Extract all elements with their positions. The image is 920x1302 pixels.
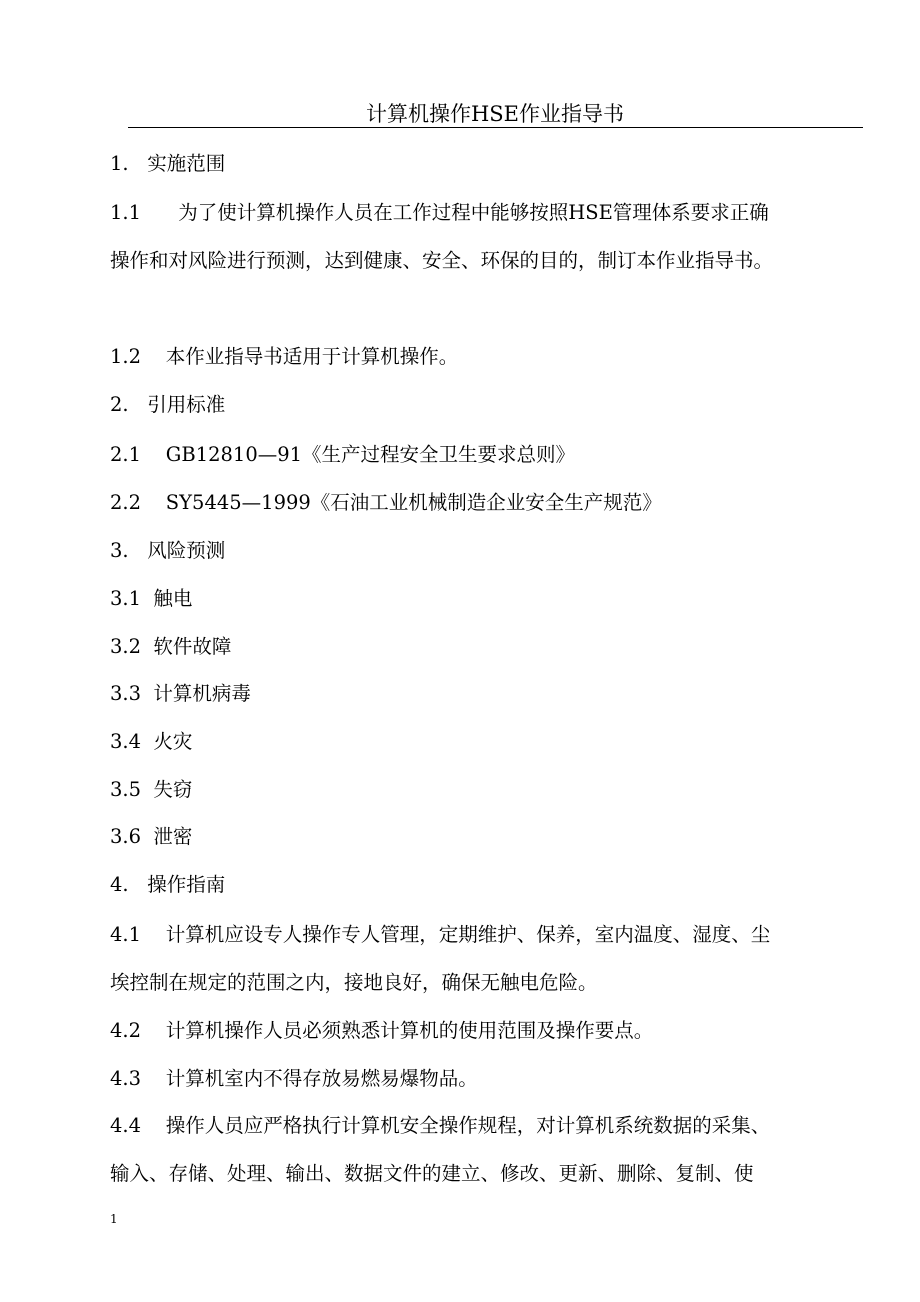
- page-number: 1: [110, 1212, 118, 1226]
- text-line: 埃控制在规定的范围之内，接地良好，确保无触电危险。: [110, 971, 598, 994]
- document-title: 计算机操作HSE作业指导书: [365, 102, 625, 126]
- text-line: 4.4 操作人员应严格执行计算机安全操作规程，对计算机系统数据的采集、: [110, 1114, 771, 1137]
- text-line: 输入、存储、处理、输出、数据文件的建立、修改、更新、删除、复制、使: [110, 1162, 754, 1185]
- text-line: 操作和对风险进行预测，达到健康、安全、环保的目的，制订本作业指导书。: [110, 249, 774, 272]
- text-line: 3.2 软件故障: [110, 635, 232, 658]
- text-line: 3.5 失窃: [110, 778, 193, 801]
- text-line: 4.1 计算机应设专人操作专人管理，定期维护、保养，室内温度、湿度、尘: [110, 923, 771, 946]
- text-line: 2.1 GB12810—91《生产过程安全卫生要求总则》: [110, 443, 576, 466]
- text-line: 3.1 触电: [110, 587, 193, 610]
- text-line: 3.6 泄密: [110, 825, 193, 848]
- text-line: 1.1 为了使计算机操作人员在工作过程中能够按照HSE管理体系要求正确: [110, 201, 769, 224]
- text-line: 4.3 计算机室内不得存放易燃易爆物品。: [110, 1067, 478, 1090]
- text-line: 2.2 SY5445—1999《石油工业机械制造企业安全生产规范》: [110, 491, 662, 514]
- text-line: 3.3 计算机病毒: [110, 682, 251, 705]
- text-line: 3.4 火灾: [110, 730, 193, 753]
- text-line: 3. 风险预测: [110, 539, 226, 562]
- title-underline: [128, 127, 863, 128]
- text-line: 4.2 计算机操作人员必须熟悉计算机的使用范围及操作要点。: [110, 1019, 654, 1042]
- text-line: 1. 实施范围: [110, 152, 226, 175]
- text-line: 4. 操作指南: [110, 873, 226, 896]
- text-line: 2. 引用标准: [110, 393, 226, 416]
- text-line: 1.2 本作业指导书适用于计算机操作。: [110, 345, 459, 368]
